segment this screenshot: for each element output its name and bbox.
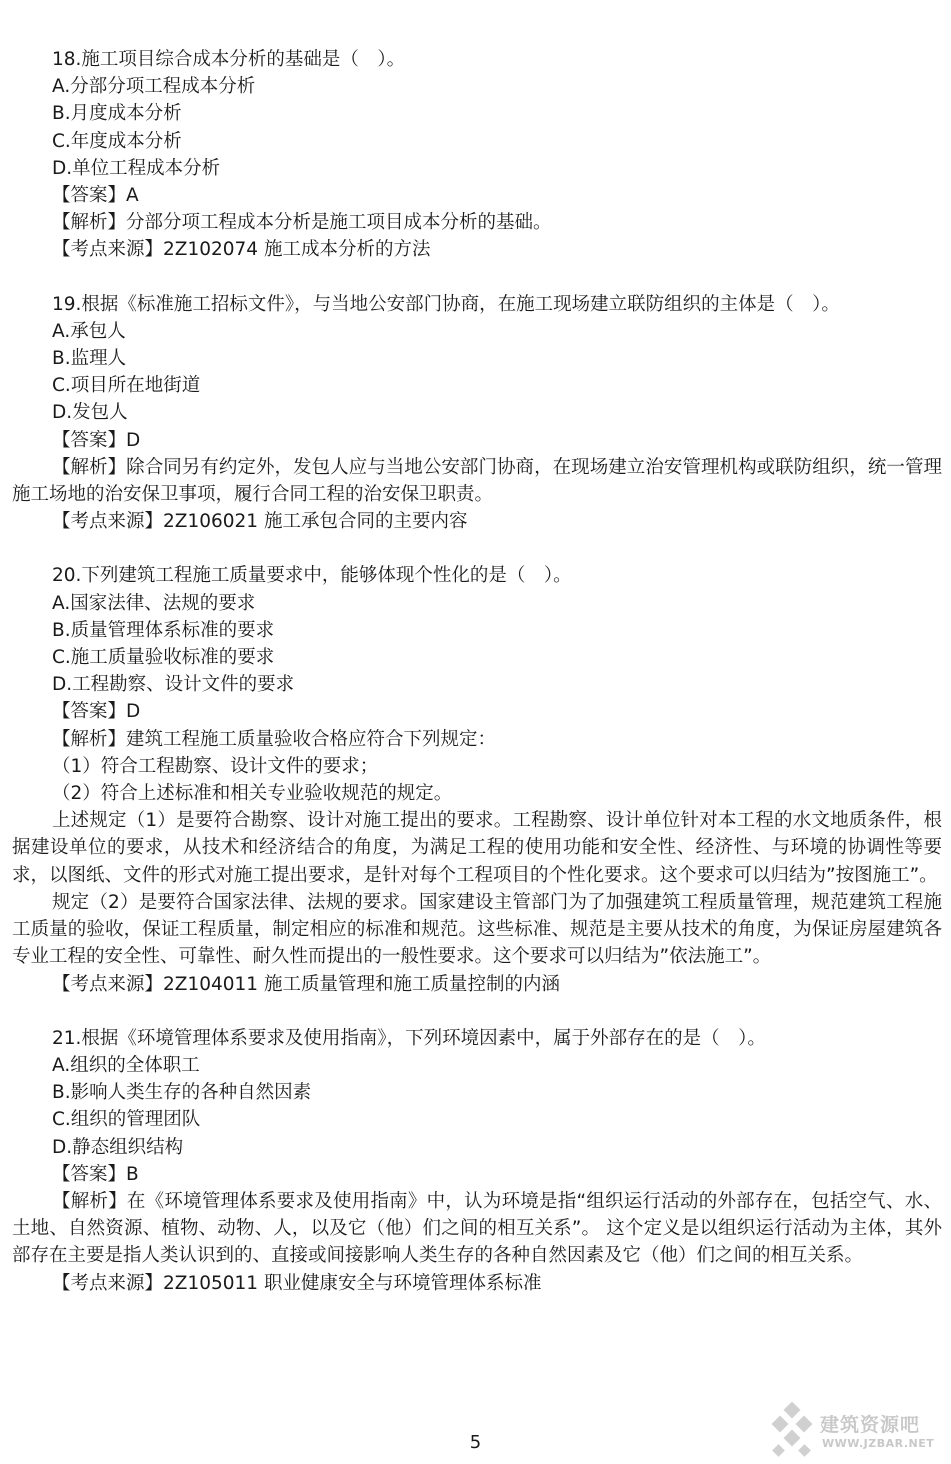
analysis-line: （2）符合上述标准和相关专业验收规范的规定。 xyxy=(52,783,453,805)
option-c: C.组织的管理团队 xyxy=(52,1109,201,1131)
option-a: A.国家法律、法规的要求 xyxy=(52,592,256,614)
analysis-paragraph: 【解析】除合同另有约定外，发包人应与当地公安部门协商，在现场建立治安管理机构或联防组织，统一管理施工场地的治安保卫事项，履行合同工程的治安保卫职责。 xyxy=(12,456,942,506)
question-19 xyxy=(12,291,942,536)
page-number: 5 xyxy=(469,1432,482,1453)
option-a: A.组织的全体职工 xyxy=(52,1054,200,1076)
source: 【考点来源】2Z104011 施工质量管理和施工质量控制的内涵 xyxy=(52,973,560,995)
answer: 【答案】B xyxy=(52,1163,139,1185)
explanation-paragraph: 上述规定（1）是要符合勘察、设计对施工提出的要求。工程勘察、设计单位针对本工程的水文地质条件，根据建设单位的要求，从技术和经济结合的角度，为满足工程的使用功能和安全性、经济性、与环境的协调性等要求，以图纸、文件的形式对施工提出要求，是针对每个工程项目的个性化要求。这个要求可以归结为”按图施工”。 xyxy=(12,810,942,886)
option-d: D.单位工程成本分析 xyxy=(52,157,221,179)
option-a: A.承包人 xyxy=(52,320,126,342)
analysis-line: （1）符合工程勘察、设计文件的要求； xyxy=(52,755,379,777)
source: 【考点来源】2Z106021 施工承包合同的主要内容 xyxy=(52,511,468,533)
question-stem: 19.根据《标准施工招标文件》，与当地公安部门协商，在施工现场建立联防组织的主体是（ ）。 xyxy=(52,293,840,315)
option-c: C.年度成本分析 xyxy=(52,130,182,152)
option-b: B.月度成本分析 xyxy=(52,103,182,125)
answer: 【答案】D xyxy=(52,429,141,451)
document-page xyxy=(12,46,942,1324)
watermark-text: 建筑资源吧 xyxy=(820,1414,921,1436)
option-c: C.项目所在地街道 xyxy=(52,375,201,397)
option-c: C.施工质量验收标准的要求 xyxy=(52,647,275,669)
question-stem: 21.根据《环境管理体系要求及使用指南》，下列环境因素中，属于外部存在的是（ ）。 xyxy=(52,1027,766,1049)
question-18 xyxy=(12,46,942,264)
analysis-line: 【解析】建筑工程施工质量验收合格应符合下列规定： xyxy=(52,728,497,750)
option-a: A.分部分项工程成本分析 xyxy=(52,76,256,98)
option-d: D.发包人 xyxy=(52,402,128,424)
diamond-cluster-logo-icon xyxy=(770,1402,818,1462)
question-20 xyxy=(12,562,942,997)
analysis-line: 【解析】分部分项工程成本分析是施工项目成本分析的基础。 xyxy=(52,212,552,234)
option-d: D.静态组织结构 xyxy=(52,1136,184,1158)
question-21 xyxy=(12,1025,942,1297)
watermark xyxy=(770,1400,945,1464)
watermark-url: WWW.JZBAR.NET xyxy=(822,1437,935,1450)
option-b: B.监理人 xyxy=(52,348,127,370)
answer: 【答案】D xyxy=(52,701,141,723)
source: 【考点来源】2Z102074 施工成本分析的方法 xyxy=(52,239,431,261)
analysis-paragraph: 【解析】在《环境管理体系要求及使用指南》中，认为环境是指“组织运行活动的外部存在，包括空气、水、土地、自然资源、植物、动物、人，以及它（他）们之间的相互关系”。 这个定义是以组织运行活动为主体，其外部存在主要是指人类认识到的、直接或间接影响人类生存的各种自然因素及它（他）们之间的相互关系。 xyxy=(12,1190,942,1267)
explanation-paragraph: 规定（2）是要符合国家法律、法规的要求。国家建设主管部门为了加强建筑工程质量管理，规范建筑工程施工质量的验收，保证工程质量，制定相应的标准和规范。这些标准、规范是主要从技术的角度，为保证房屋建筑各专业工程的安全性、可靠性、耐久性而提出的一般性要求。这个要求可以归结为”依法施工”。 xyxy=(12,891,942,968)
question-stem: 20.下列建筑工程施工质量要求中，能够体现个性化的是（ ）。 xyxy=(52,565,572,587)
question-stem: 18.施工项目综合成本分析的基础是（ ）。 xyxy=(52,49,406,70)
option-d: D.工程勘察、设计文件的要求 xyxy=(52,674,295,696)
answer: 【答案】A xyxy=(52,185,139,207)
source: 【考点来源】2Z105011 职业健康安全与环境管理体系标准 xyxy=(52,1272,542,1294)
option-b: B.质量管理体系标准的要求 xyxy=(52,619,275,641)
option-b: B.影响人类生存的各种自然因素 xyxy=(52,1082,312,1104)
